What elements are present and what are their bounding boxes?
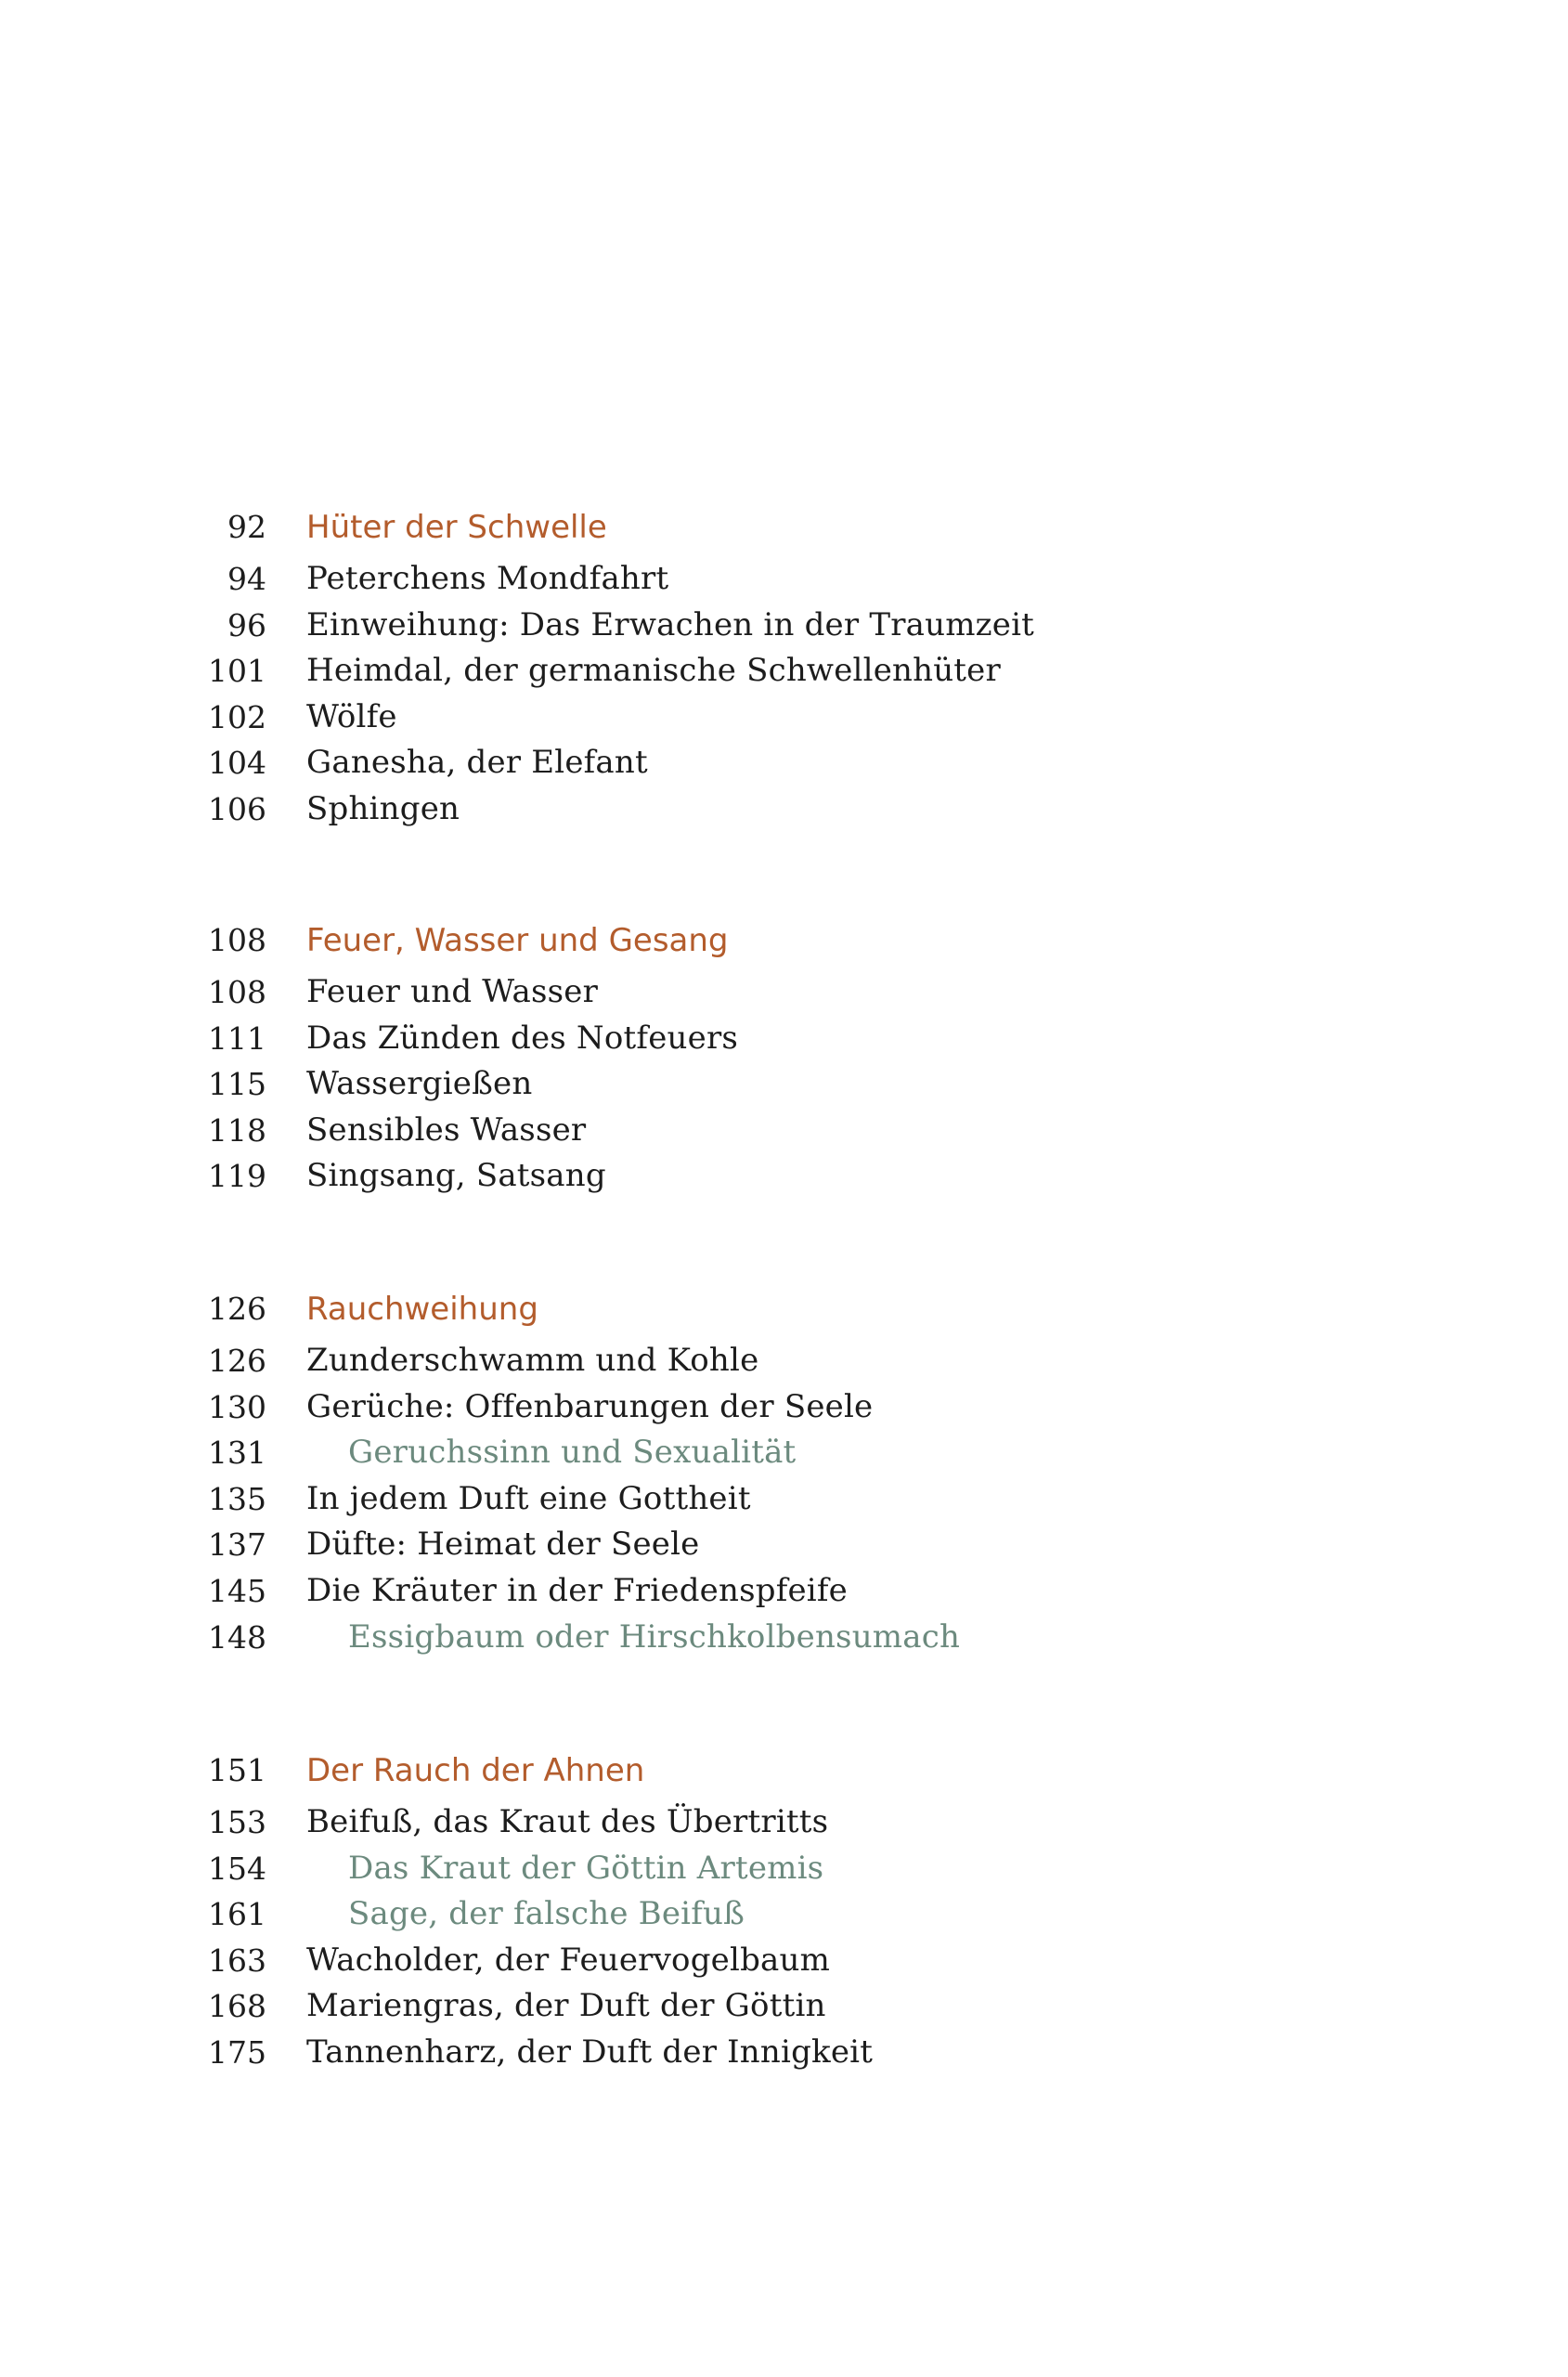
entry-page-number: 148 <box>208 1618 266 1656</box>
toc-subentry[interactable] <box>0 1891 1568 1938</box>
entry-title: Wacholder, der Feuervogelbaum <box>306 1941 831 1979</box>
entry-page-number: 96 <box>227 606 266 643</box>
section-heading[interactable] <box>0 1280 1568 1338</box>
toc-entry[interactable] <box>0 1476 1568 1523</box>
section-heading[interactable] <box>0 1742 1568 1799</box>
entry-page-number: 126 <box>208 1343 266 1379</box>
entry-title: Mariengras, der Duft der Göttin <box>306 1987 826 2025</box>
entry-page-number: 154 <box>208 1850 266 1887</box>
entry-title: Wassergießen <box>306 1065 533 1103</box>
entry-title: Feuer und Wasser <box>306 973 599 1010</box>
toc-entry[interactable] <box>0 556 1568 603</box>
toc-entry[interactable] <box>0 648 1568 695</box>
entry-title: Wölfe <box>306 697 397 735</box>
entry-page-number: 106 <box>208 790 266 827</box>
toc-entry[interactable] <box>0 1568 1568 1615</box>
entry-page-number: 108 <box>208 974 266 1010</box>
entry-title: Zunderschwamm und Kohle <box>306 1342 759 1379</box>
toc-entry[interactable] <box>0 786 1568 833</box>
entry-title: Sphingen <box>306 789 460 827</box>
entry-page-number: 145 <box>208 1572 266 1609</box>
section-heading[interactable] <box>0 499 1568 556</box>
entry-title: Die Kräuter in der Friedenspfeife <box>306 1571 848 1609</box>
toc-subentry[interactable] <box>0 1430 1568 1476</box>
toc-entry[interactable] <box>0 2030 1568 2076</box>
toc-entry[interactable] <box>0 1384 1568 1431</box>
heading-page-number: 151 <box>208 1752 266 1788</box>
entry-title: Tannenharz, der Duft der Innigkeit <box>306 2033 874 2071</box>
toc-entry[interactable] <box>0 969 1568 1016</box>
toc-entry[interactable] <box>0 1108 1568 1154</box>
toc-entry[interactable] <box>0 1799 1568 1846</box>
toc-entry[interactable] <box>0 1522 1568 1568</box>
toc-entry[interactable] <box>0 1061 1568 1108</box>
entry-page-number: 102 <box>208 698 266 735</box>
entry-title: Düfte: Heimat der Seele <box>306 1526 700 1564</box>
entry-page-number: 119 <box>208 1158 266 1195</box>
entry-title: Einweihung: Das Erwachen in der Traumzeit <box>306 605 1035 643</box>
entry-page-number: 94 <box>227 561 266 597</box>
entry-title: Beifuß, das Kraut des Übertritts <box>306 1803 829 1840</box>
heading-title: Rauchweihung <box>306 1291 538 1328</box>
entry-title: Sensibles Wasser <box>306 1111 587 1149</box>
entry-title: Ganesha, der Elefant <box>306 744 648 782</box>
subentry-title: Sage, der falsche Beifuß <box>348 1895 745 1933</box>
entry-title: Gerüche: Offenbarungen der Seele <box>306 1387 874 1425</box>
heading-page-number: 92 <box>227 509 266 545</box>
entry-title: In jedem Duft eine Gottheit <box>306 1479 751 1517</box>
heading-title: Feuer, Wasser und Gesang <box>306 922 729 959</box>
toc-subentry[interactable] <box>0 1846 1568 1892</box>
entry-page-number: 137 <box>208 1526 266 1564</box>
entry-page-number: 175 <box>208 2033 266 2071</box>
heading-title: Der Rauch der Ahnen <box>306 1752 645 1789</box>
entry-title: Das Zünden des Notfeuers <box>306 1019 739 1057</box>
entry-page-number: 118 <box>208 1111 266 1149</box>
toc-section-3 <box>0 1280 1568 1660</box>
entry-title: Heimdal, der germanische Schwellenhüter <box>306 652 1001 690</box>
toc-entry[interactable] <box>0 1153 1568 1200</box>
entry-page-number: 104 <box>208 745 266 782</box>
heading-title: Hüter der Schwelle <box>306 509 607 546</box>
section-heading[interactable] <box>0 912 1568 969</box>
entry-page-number: 131 <box>208 1435 266 1472</box>
toc-section-1 <box>0 499 1568 833</box>
toc-entry[interactable] <box>0 1016 1568 1062</box>
entry-page-number: 153 <box>208 1804 266 1840</box>
entry-page-number: 161 <box>208 1896 266 1933</box>
toc-section-4 <box>0 1742 1568 2076</box>
entry-page-number: 115 <box>208 1066 266 1103</box>
subentry-title: Essigbaum oder Hirschkolbensumach <box>348 1617 961 1656</box>
entry-title: Singsang, Satsang <box>306 1157 606 1195</box>
entry-page-number: 111 <box>208 1020 266 1057</box>
toc-subentry[interactable] <box>0 1615 1568 1661</box>
toc-entry[interactable] <box>0 603 1568 649</box>
entry-page-number: 130 <box>208 1388 266 1425</box>
toc-section-2 <box>0 912 1568 1200</box>
toc-entry[interactable] <box>0 1938 1568 1984</box>
entry-page-number: 135 <box>208 1480 266 1517</box>
subentry-title: Geruchssinn und Sexualität <box>348 1434 797 1472</box>
entry-page-number: 101 <box>208 653 266 690</box>
heading-page-number: 126 <box>208 1291 266 1327</box>
entry-title: Peterchens Mondfahrt <box>306 560 669 597</box>
entry-page-number: 163 <box>208 1942 266 1979</box>
toc-entry[interactable] <box>0 695 1568 741</box>
toc-entry[interactable] <box>0 1983 1568 2030</box>
entry-page-number: 168 <box>208 1988 266 2025</box>
toc-entry[interactable] <box>0 1338 1568 1384</box>
subentry-title: Das Kraut der Göttin Artemis <box>348 1849 824 1887</box>
heading-page-number: 108 <box>208 922 266 958</box>
toc-entry[interactable] <box>0 740 1568 786</box>
